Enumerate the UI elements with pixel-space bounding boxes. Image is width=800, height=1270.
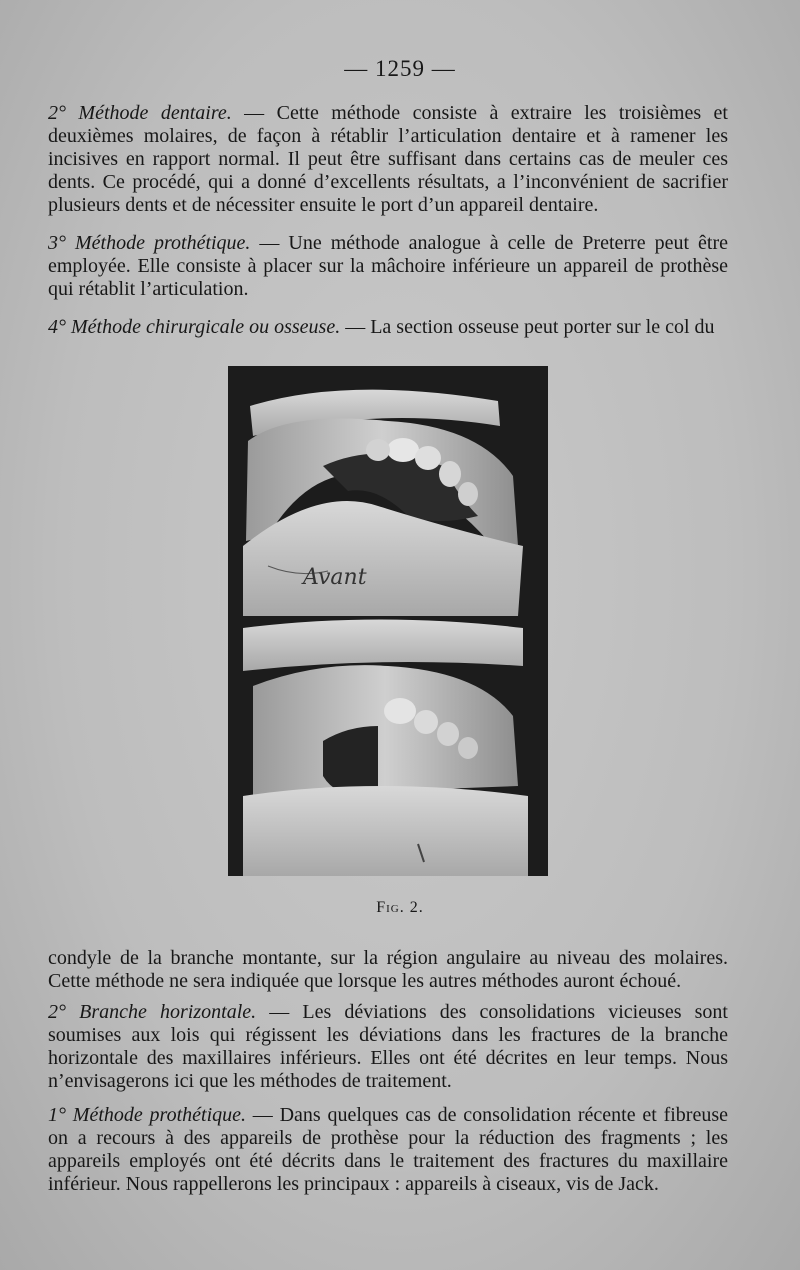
paragraph-methode-dentaire <box>48 102 728 217</box>
paragraph-methode-prothetique <box>48 232 728 301</box>
cast-label-avant: Avant <box>303 565 367 590</box>
paragraph-text: — Les déviations des consolidations vicieuses sont soumises aux lois qui régissent les déviations dans les fractures de la branche horizontale des maxillaires inférieurs. Elles ont été décrites en leur temps. Nous n’envisagerons ici que les méthodes de traitement. <box>48 1001 728 1092</box>
paragraph-branche-horizontale <box>48 1001 728 1093</box>
paragraph-lead: 4° Méthode chirurgicale ou osseuse. <box>48 316 341 338</box>
paragraph-lead: 3° Méthode prothétique. <box>48 232 251 254</box>
page-number: — 1259 — <box>344 56 456 81</box>
figure-dental-casts-photo <box>228 366 548 876</box>
paragraph-section-condyle <box>48 947 728 993</box>
paragraph-lead: 1° Méthode prothétique. <box>48 1104 246 1126</box>
figure-caption: Fig. 2. <box>376 899 424 916</box>
dental-casts-image <box>228 366 548 876</box>
paragraph-text: — Une méthode analogue à celle de Preterre peut être employée. Elle consiste à placer sur la mâchoire inférieure un appareil de prothèse qui rétablit l’articulation. <box>48 232 728 300</box>
paragraph-methode-prothetique-2 <box>48 1104 728 1196</box>
paragraph-text: — Dans quelques cas de consolidation récente et fibreuse on a recours à des appareils de prothèse pour la réduction des fragments ; les appareils employés ont été décrits dans le traitement des fractures du maxillaire inférieur. Nous rappellerons les principaux : appareils à ciseaux, vis de Jack. <box>48 1104 728 1195</box>
paragraph-text: — La section osseuse peut porter sur le col du <box>340 316 715 338</box>
paragraph-text: — Cette méthode consiste à extraire les troisièmes et deuxièmes molaires, de façon à rétablir l’articulation dentaire et à ramener les incisives en rapport normal. Il peut être suffisant dans certains cas de meuler ces dents. Ce procédé, qui a donné d’excellents résultats, a l’inconvénient de sacrifier plusieurs dents et de nécessiter ensuite le port d’un appareil dentaire. <box>48 102 728 216</box>
paragraph-text: condyle de la branche montante, sur la région angulaire au niveau des molaires. Cette méthode ne sera indiquée que lorsque les autres méthodes auront échoué. <box>48 947 728 992</box>
paragraph-methode-chirurgicale <box>48 316 728 339</box>
paragraph-lead: 2° Branche horizontale. <box>48 1001 257 1023</box>
paragraph-lead: 2° Méthode dentaire. <box>48 102 232 124</box>
